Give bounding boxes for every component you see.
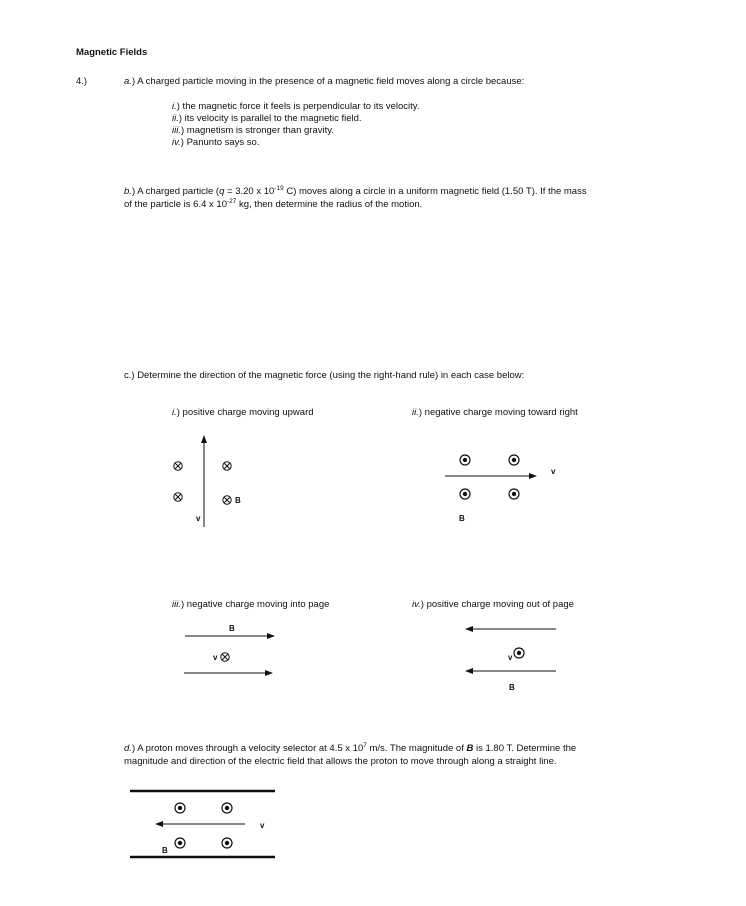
field-label: B [235,496,241,505]
velocity-label: v [551,467,556,476]
part-b-question-line1: b.) A charged particle (q = 3.20 x $10^{-19}$ C) moves along a circle in a uniform magnetic field (1.50 T). If the mass [124,185,587,197]
part-d-question-line2: magnitude and direction of the electric field that allows the proton to move through along a straight line. [124,756,557,767]
part-c-case-1-label: i.) positive charge moving upward [172,407,314,418]
problem-number: 4.) [76,76,88,87]
velocity-label: v [508,653,513,662]
velocity-label: v [213,653,218,662]
field-into-page-icon [174,462,182,470]
field-out-of-page-icon [460,489,470,499]
part-c-case-3-label: iii.) negative charge moving into page [172,599,330,610]
part-a-option-1: i.) the magnetic force it feels is perpendicular to its velocity. [172,101,420,112]
field-into-page-icon [223,496,231,504]
velocity-out-of-page-icon [514,648,524,658]
velocity-selector-diagram [130,791,275,857]
field-out-of-page-icon [222,803,232,813]
part-c-case-2-label: ii.) negative charge moving toward right [412,407,578,418]
part-a-option-3: iii.) magnetism is stronger than gravity. [172,125,334,136]
field-label: B [509,683,515,692]
page-title: Magnetic Fields [76,47,148,58]
field-label: B [229,624,235,633]
part-d-question-line1: d.) A proton moves through a velocity selector at 4.5 x $10^7$ m/s. The magnitude of B is 1.80 T. Determine the [124,742,577,754]
case-1-diagram [174,436,241,527]
part-c-case-4-label: iv.) positive charge moving out of page [412,599,574,610]
field-into-page-icon [223,462,231,470]
part-a-question: a.) A charged particle moving in the presence of a magnetic field moves along a circle because: [124,76,525,87]
field-label: B [459,514,465,523]
part-c-question: c.) Determine the direction of the magnetic force (using the right-hand rule) in each case below: [124,370,525,381]
field-out-of-page-icon [460,455,470,465]
case-2-diagram [445,455,556,523]
field-out-of-page-icon [509,455,519,465]
field-out-of-page-icon [175,803,185,813]
part-a-option-2: ii.) its velocity is parallel to the magnetic field. [172,113,362,124]
case-3-diagram [184,624,274,673]
field-out-of-page-icon [175,838,185,848]
velocity-into-page-icon [221,653,229,661]
velocity-label: v [196,514,201,523]
part-b-question-line2: of the particle is 6.4 x $10^{-27}$ kg, then determine the radius of the motion. [124,198,423,210]
velocity-label: v [260,821,265,830]
field-label: B [162,846,168,855]
field-into-page-icon [174,493,182,501]
part-a-option-4: iv.) Panunto says so. [172,137,260,148]
field-out-of-page-icon [222,838,232,848]
field-out-of-page-icon [509,489,519,499]
case-4-diagram [466,629,556,692]
